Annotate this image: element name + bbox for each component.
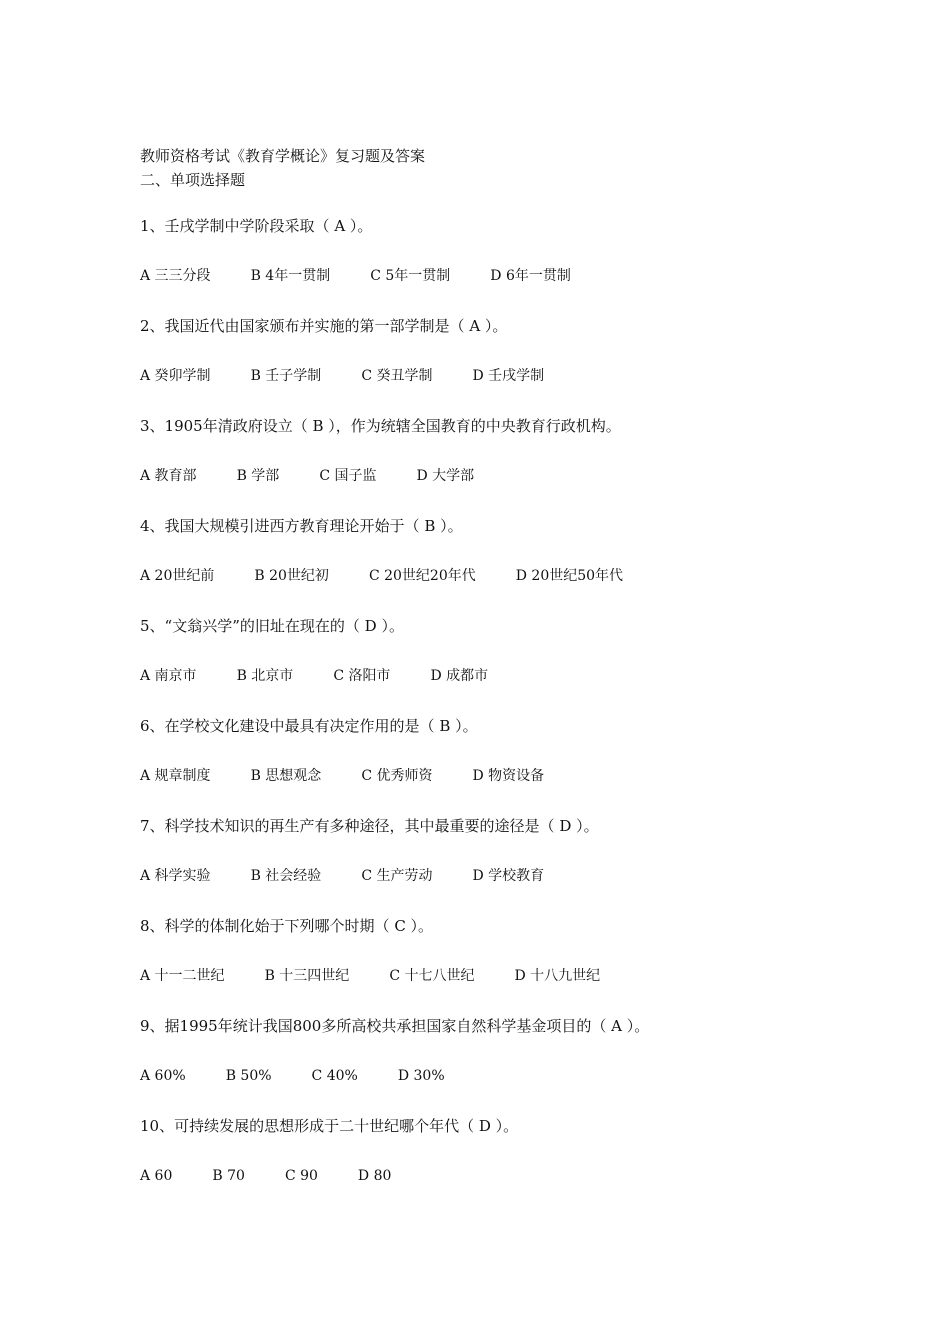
option-choice: B 思想观念 [250, 768, 322, 784]
option-choice: D 壬戌学制 [472, 368, 545, 384]
option-choice: C 20世纪20年代 [368, 568, 476, 584]
option-choice: A 科学实验 [140, 868, 211, 884]
option-choice: A 癸卯学制 [140, 368, 211, 384]
option-choice: B 壬子学制 [250, 368, 322, 384]
section-heading: 二、单项选择题 [140, 171, 246, 189]
document-header [140, 144, 425, 192]
question-options [140, 1164, 431, 1188]
option-choice: A 十一二世纪 [140, 968, 225, 984]
option-choice: A 60 [140, 1168, 173, 1184]
option-choice: D 物资设备 [472, 768, 545, 784]
question-stem: 8、科学的体制化始于下列哪个时期（ C ）。 [140, 917, 434, 935]
question-stem: 3、1905年清政府设立（ B ），作为统辖全国教育的中央教育行政机构。 [140, 417, 621, 435]
option-choice: B 社会经验 [250, 868, 322, 884]
option-choice: D 80 [357, 1168, 392, 1184]
question-item [140, 314, 860, 414]
question-options [140, 664, 528, 688]
option-choice: C 十七八世纪 [389, 968, 475, 984]
option-choice: D 20世纪50年代 [515, 568, 624, 584]
question-item [140, 814, 860, 914]
option-choice: C 生产劳动 [361, 868, 433, 884]
document-title: 教师资格考试《教育学概论》复习题及答案 [140, 147, 426, 165]
option-choice: B 70 [212, 1168, 245, 1184]
question-stem: 2、我国近代由国家颁布并实施的第一部学制是（ A ）。 [140, 317, 508, 335]
question-stem: 9、据1995年统计我国800多所高校共承担国家自然科学基金项目的（ A ）。 [140, 1017, 650, 1035]
option-choice: D 学校教育 [472, 868, 545, 884]
option-choice: B 4年一贯制 [250, 268, 331, 284]
question-item [140, 914, 860, 1014]
question-stem: 10、可持续发展的思想形成于二十世纪哪个年代（ D ）。 [140, 1117, 519, 1135]
option-choice: D 十八九世纪 [514, 968, 601, 984]
option-choice: C 40% [311, 1068, 358, 1084]
question-options [140, 464, 514, 488]
question-stem: 1、壬戌学制中学阶段采取（ A ）。 [140, 217, 373, 235]
question-options [140, 964, 640, 988]
option-choice: B 50% [225, 1068, 272, 1084]
question-item [140, 414, 860, 514]
question-options [140, 364, 584, 388]
option-choice: C 优秀师资 [361, 768, 433, 784]
question-options [140, 764, 584, 788]
question-options [140, 864, 584, 888]
option-choice: C 90 [284, 1168, 318, 1184]
question-stem: 4、我国大规模引进西方教育理论开始于（ B ）。 [140, 517, 463, 535]
option-choice: B 十三四世纪 [264, 968, 350, 984]
question-item [140, 614, 860, 714]
question-item [140, 214, 860, 314]
question-options [140, 264, 611, 288]
option-choice: D 大学部 [416, 468, 475, 484]
option-choice: C 癸丑学制 [361, 368, 433, 384]
option-choice: C 5年一贯制 [370, 268, 451, 284]
question-item [140, 1014, 860, 1114]
question-item [140, 1114, 860, 1214]
question-stem: 5、“文翁兴学”的旧址在现在的（ D ）。 [140, 617, 404, 635]
option-choice: D 6年一贯制 [490, 268, 571, 284]
question-item [140, 514, 860, 614]
question-list [140, 214, 860, 1214]
option-choice: A 60% [140, 1068, 186, 1084]
option-choice: B 北京市 [236, 668, 294, 684]
option-choice: A 规章制度 [140, 768, 211, 784]
option-choice: C 国子监 [319, 468, 377, 484]
option-choice: D 30% [397, 1068, 445, 1084]
option-choice: D 成都市 [430, 668, 489, 684]
option-choice: A 教育部 [140, 468, 197, 484]
question-options [140, 564, 663, 588]
question-stem: 7、科学技术知识的再生产有多种途径，其中最重要的途径是（ D ）。 [140, 817, 599, 835]
question-stem: 6、在学校文化建设中最具有决定作用的是（ B ）。 [140, 717, 478, 735]
option-choice: C 洛阳市 [333, 668, 391, 684]
question-options [140, 1064, 485, 1088]
option-choice: A 20世纪前 [140, 568, 215, 584]
question-item [140, 714, 860, 814]
option-choice: B 20世纪初 [254, 568, 329, 584]
option-choice: A 三三分段 [140, 268, 211, 284]
option-choice: B 学部 [236, 468, 280, 484]
option-choice: A 南京市 [140, 668, 197, 684]
